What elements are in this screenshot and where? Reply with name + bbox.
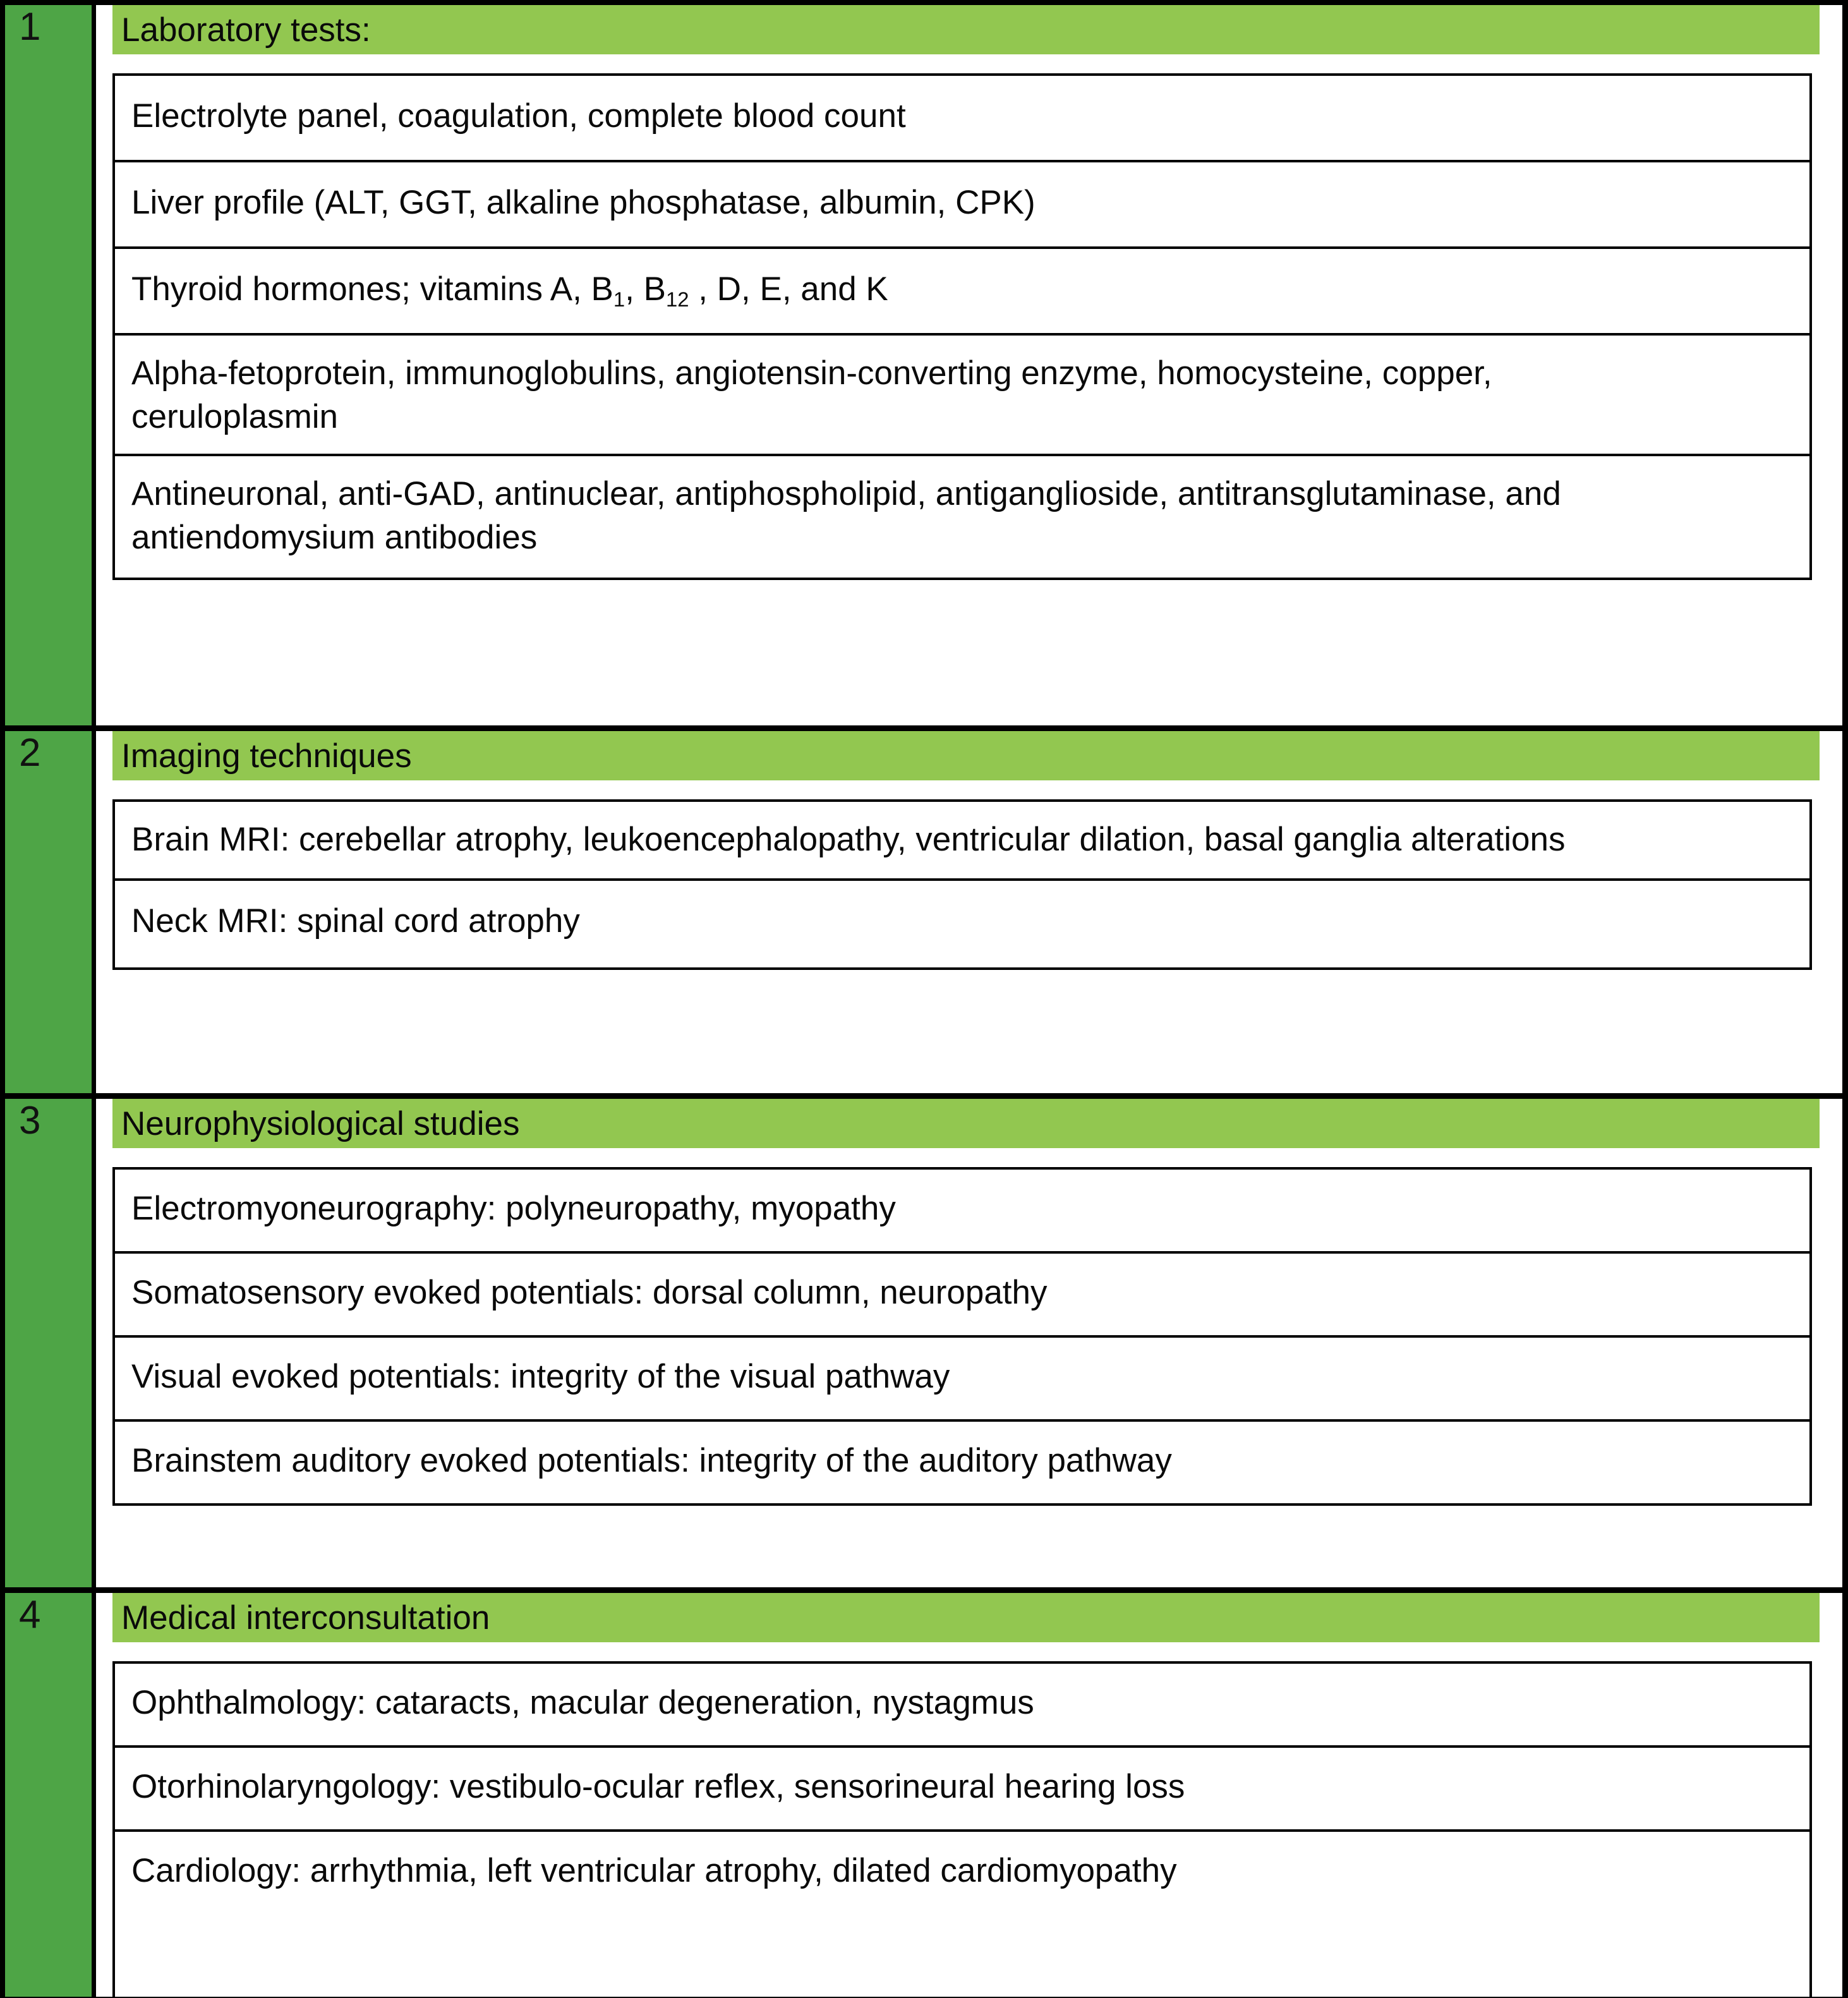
section-number-4: 4 xyxy=(19,1593,41,1637)
table-row xyxy=(115,162,1809,249)
table-row xyxy=(115,1422,1809,1503)
row-text: Visual evoked potentials: integrity of the visual pathway xyxy=(131,1357,950,1395)
section-title-3: Neurophysiological studies xyxy=(121,1105,520,1142)
header-gap-3 xyxy=(112,1148,1842,1167)
section-number-cell-1 xyxy=(0,5,96,725)
section-body-1 xyxy=(96,5,1842,725)
section-header-bar-4 xyxy=(112,1593,1820,1642)
section-laboratory-tests xyxy=(0,5,1842,725)
section-body-2 xyxy=(96,731,1842,1093)
section-title-1: Laboratory tests: xyxy=(121,11,371,49)
section-rows-3 xyxy=(112,1167,1812,1506)
row-text: Ophthalmology: cataracts, macular degeneration, nystagmus xyxy=(131,1684,1034,1721)
table-row xyxy=(115,1338,1809,1422)
table-row xyxy=(115,76,1809,162)
row-text: Brain MRI: cerebellar atrophy, leukoencephalopathy, ventricular dilation, basal ganglia alterations xyxy=(131,821,1566,858)
section-header-bar-2 xyxy=(112,731,1820,780)
section-title-4: Medical interconsultation xyxy=(121,1599,490,1637)
row-text: Electromyoneurography: polyneuropathy, myopathy xyxy=(131,1190,896,1227)
table-row xyxy=(115,1170,1809,1254)
header-gap-2 xyxy=(112,780,1842,799)
table-row xyxy=(115,336,1809,457)
row-text: Brainstem auditory evoked potentials: integrity of the auditory pathway xyxy=(131,1441,1172,1479)
section-number-3: 3 xyxy=(19,1099,41,1142)
table-row xyxy=(115,1664,1809,1748)
row-text: Somatosensory evoked potentials: dorsal column, neuropathy xyxy=(131,1273,1048,1311)
row-text: Electrolyte panel, coagulation, complete blood count xyxy=(131,97,906,135)
section-imaging-techniques xyxy=(0,725,1842,1093)
row-text: Neck MRI: spinal cord atrophy xyxy=(131,902,580,940)
section-tail-3 xyxy=(112,1506,1842,1587)
section-rows-4 xyxy=(112,1661,1812,1931)
section-number-cell-3 xyxy=(0,1099,96,1587)
table-row xyxy=(115,456,1809,578)
section-neurophysiological-studies xyxy=(0,1093,1842,1587)
row-text: Cardiology: arrhythmia, left ventricular atrophy, dilated cardiomyopathy xyxy=(131,1851,1177,1889)
section-number-2: 2 xyxy=(19,731,41,775)
section-tail-1 xyxy=(112,580,1842,725)
table-row xyxy=(115,1832,1809,1931)
section-rows-1 xyxy=(112,73,1812,580)
section-body-3 xyxy=(96,1099,1842,1587)
section-number-cell-4 xyxy=(0,1593,96,1997)
section-header-bar-1 xyxy=(112,5,1820,54)
table-row xyxy=(115,881,1809,967)
header-gap-1 xyxy=(112,54,1842,73)
row-text: Antineuronal, anti-GAD, antinuclear, antiphospholipid, antiganglioside, antitransglutaminase, and antiendomysium antibodies xyxy=(131,475,1561,557)
row-text: Otorhinolaryngology: vestibulo-ocular reflex, sensorineural hearing loss xyxy=(131,1767,1185,1805)
header-gap-4 xyxy=(112,1642,1842,1661)
section-number-1: 1 xyxy=(19,5,41,49)
section-tail-2 xyxy=(112,970,1842,1093)
table-row xyxy=(115,1254,1809,1338)
row-text: Liver profile (ALT, GGT, alkaline phosphatase, albumin, CPK) xyxy=(131,183,1036,221)
section-medical-interconsultation xyxy=(0,1587,1842,1997)
table-row xyxy=(115,802,1809,881)
section-tail-4 xyxy=(112,1931,1812,1997)
section-header-bar-3 xyxy=(112,1099,1820,1148)
section-number-cell-2 xyxy=(0,731,96,1093)
table-row xyxy=(115,249,1809,336)
section-title-2: Imaging techniques xyxy=(121,737,412,775)
section-body-4 xyxy=(96,1593,1842,1997)
row-text: Alpha-fetoprotein, immunoglobulins, angiotensin-converting enzyme, homocysteine, copper, ceruloplasmin xyxy=(131,354,1492,435)
table-row xyxy=(115,1748,1809,1832)
section-rows-2 xyxy=(112,799,1812,970)
row-text-vitamins: Thyroid hormones; vitamins A, $B_1$, $B_{12}$ , D, E, and K xyxy=(131,270,888,311)
